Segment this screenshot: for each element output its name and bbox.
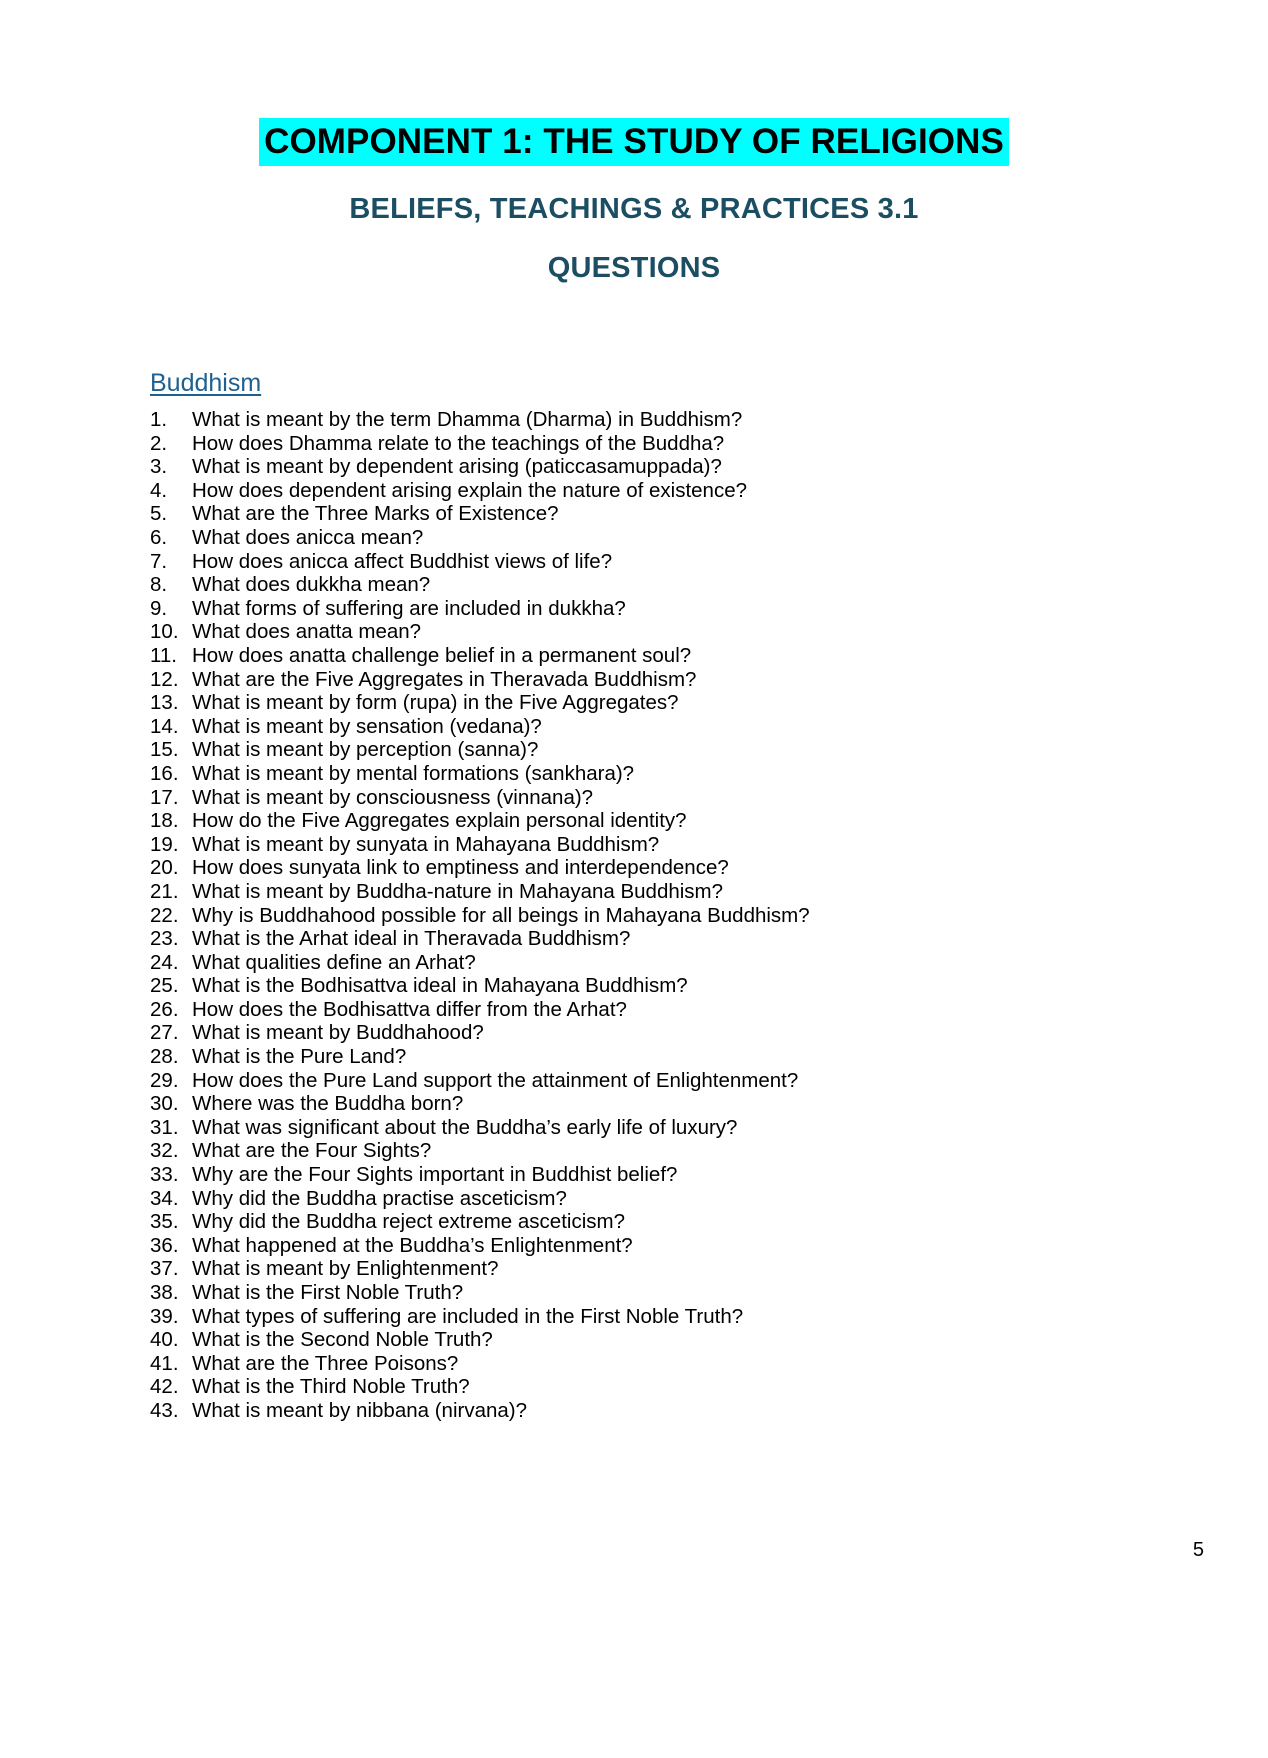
question-text: Why did the Buddha reject extreme asceticism? bbox=[192, 1210, 625, 1234]
list-item bbox=[150, 833, 1208, 857]
list-item bbox=[150, 573, 1208, 597]
list-item bbox=[150, 408, 1208, 432]
question-text: How does anicca affect Buddhist views of life? bbox=[192, 549, 613, 573]
list-item bbox=[150, 455, 1208, 479]
question-text: Why is Buddhahood possible for all beings in Mahayana Buddhism? bbox=[192, 903, 810, 927]
list-item bbox=[150, 1210, 1208, 1234]
question-text: What is meant by Enlightenment? bbox=[192, 1257, 499, 1281]
main-title-row bbox=[0, 118, 1268, 166]
list-item bbox=[150, 479, 1208, 503]
list-item bbox=[150, 620, 1208, 644]
question-text: What types of suffering are included in the First Noble Truth? bbox=[192, 1304, 744, 1328]
question-text: What is the First Noble Truth? bbox=[192, 1281, 464, 1304]
question-list bbox=[150, 408, 1208, 1423]
list-item bbox=[150, 1187, 1208, 1211]
list-item bbox=[150, 1021, 1208, 1045]
question-text: What are the Three Marks of Existence? bbox=[192, 502, 559, 526]
list-item bbox=[150, 1045, 1208, 1069]
question-text: What is meant by consciousness (vinnana)? bbox=[192, 785, 594, 809]
section-heading-buddhism: Buddhism bbox=[150, 368, 262, 397]
list-item bbox=[150, 1257, 1208, 1281]
list-item bbox=[150, 1281, 1208, 1305]
question-text: What happened at the Buddha’s Enlightenment? bbox=[192, 1233, 633, 1257]
question-text: Why did the Buddha practise asceticism? bbox=[192, 1186, 567, 1210]
list-item bbox=[150, 691, 1208, 715]
list-item bbox=[150, 1092, 1208, 1116]
question-text: Why are the Four Sights important in Buddhist belief? bbox=[192, 1163, 678, 1187]
question-text: What is meant by mental formations (sankhara)? bbox=[192, 761, 635, 785]
question-text: What is meant by perception (sanna)? bbox=[192, 738, 539, 762]
list-item bbox=[150, 1305, 1208, 1329]
question-text: What is meant by sunyata in Mahayana Buddhism? bbox=[192, 832, 660, 856]
list-item bbox=[150, 1399, 1208, 1423]
question-text: What is meant by dependent arising (paticcasamuppada)? bbox=[192, 455, 722, 479]
list-item bbox=[150, 856, 1208, 880]
list-item bbox=[150, 762, 1208, 786]
question-text: What is the Bodhisattva ideal in Mahayana Buddhism? bbox=[192, 974, 688, 998]
list-item bbox=[150, 974, 1208, 998]
question-text: What does anatta mean? bbox=[192, 620, 422, 644]
question-text: What are the Four Sights? bbox=[192, 1139, 432, 1163]
question-text: What is meant by form (rupa) in the Five Aggregates? bbox=[192, 691, 679, 715]
list-item bbox=[150, 1116, 1208, 1140]
question-text: What are the Five Aggregates in Theravada Buddhism? bbox=[192, 667, 697, 691]
list-item bbox=[150, 715, 1208, 739]
list-item bbox=[150, 904, 1208, 928]
list-item bbox=[150, 1328, 1208, 1352]
list-item bbox=[150, 526, 1208, 550]
question-text: What is the Pure Land? bbox=[192, 1045, 407, 1069]
heading-block bbox=[0, 0, 1268, 286]
list-item bbox=[150, 668, 1208, 692]
question-text: How do the Five Aggregates explain personal identity? bbox=[192, 809, 687, 833]
list-item bbox=[150, 998, 1208, 1022]
list-item bbox=[150, 597, 1208, 621]
question-text: What is the Second Noble Truth? bbox=[192, 1328, 493, 1352]
list-item bbox=[150, 809, 1208, 833]
question-text: What was significant about the Buddha’s early life of luxury? bbox=[192, 1115, 738, 1139]
list-item bbox=[150, 1139, 1208, 1163]
content-area bbox=[0, 286, 1268, 1423]
list-item bbox=[150, 738, 1208, 762]
question-text: What is meant by the term Dhamma (Dharma) in Buddhism? bbox=[192, 408, 743, 432]
list-item bbox=[150, 502, 1208, 526]
list-item bbox=[150, 432, 1208, 456]
page-title: COMPONENT 1: THE STUDY OF RELIGIONS bbox=[259, 118, 1009, 166]
page-number: 5 bbox=[1192, 1539, 1204, 1561]
page-subtitle: BELIEFS, TEACHINGS & PRACTICES 3.1 bbox=[349, 193, 919, 226]
question-text: What is the Third Noble Truth? bbox=[192, 1375, 470, 1399]
list-item bbox=[150, 1375, 1208, 1399]
question-text: How does the Pure Land support the attainment of Enlightenment? bbox=[192, 1068, 799, 1092]
question-text: What forms of suffering are included in dukkha? bbox=[192, 596, 626, 620]
question-text: What is meant by sensation (vedana)? bbox=[192, 714, 542, 738]
page-subtitle-secondary: QUESTIONS bbox=[547, 251, 721, 284]
list-item bbox=[150, 1234, 1208, 1258]
list-item bbox=[150, 951, 1208, 975]
question-text: How does Dhamma relate to the teachings of the Buddha? bbox=[192, 431, 725, 455]
list-item bbox=[150, 880, 1208, 904]
list-item bbox=[150, 1069, 1208, 1093]
list-item bbox=[150, 1163, 1208, 1187]
question-text: What is the Arhat ideal in Theravada Buddhism? bbox=[192, 927, 631, 951]
question-text: How does the Bodhisattva differ from the Arhat? bbox=[192, 997, 627, 1021]
question-text: Where was the Buddha born? bbox=[192, 1092, 464, 1116]
list-item bbox=[150, 927, 1208, 951]
question-text: How does dependent arising explain the nature of existence? bbox=[192, 478, 748, 502]
list-item bbox=[150, 1352, 1208, 1376]
question-text: What does anicca mean? bbox=[192, 526, 424, 549]
list-item bbox=[150, 786, 1208, 810]
question-text: What are the Three Poisons? bbox=[192, 1351, 459, 1375]
list-item bbox=[150, 644, 1208, 668]
question-text: How does sunyata link to emptiness and interdependence? bbox=[192, 856, 729, 880]
question-text: What does dukkha mean? bbox=[192, 573, 431, 597]
question-text: What is meant by Buddha-nature in Mahayana Buddhism? bbox=[192, 879, 724, 903]
list-item bbox=[150, 550, 1208, 574]
question-text: How does anatta challenge belief in a permanent soul? bbox=[192, 643, 692, 667]
question-text: What qualities define an Arhat? bbox=[192, 950, 476, 974]
question-text: What is meant by nibbana (nirvana)? bbox=[192, 1398, 528, 1422]
question-text: What is meant by Buddhahood? bbox=[192, 1021, 484, 1045]
